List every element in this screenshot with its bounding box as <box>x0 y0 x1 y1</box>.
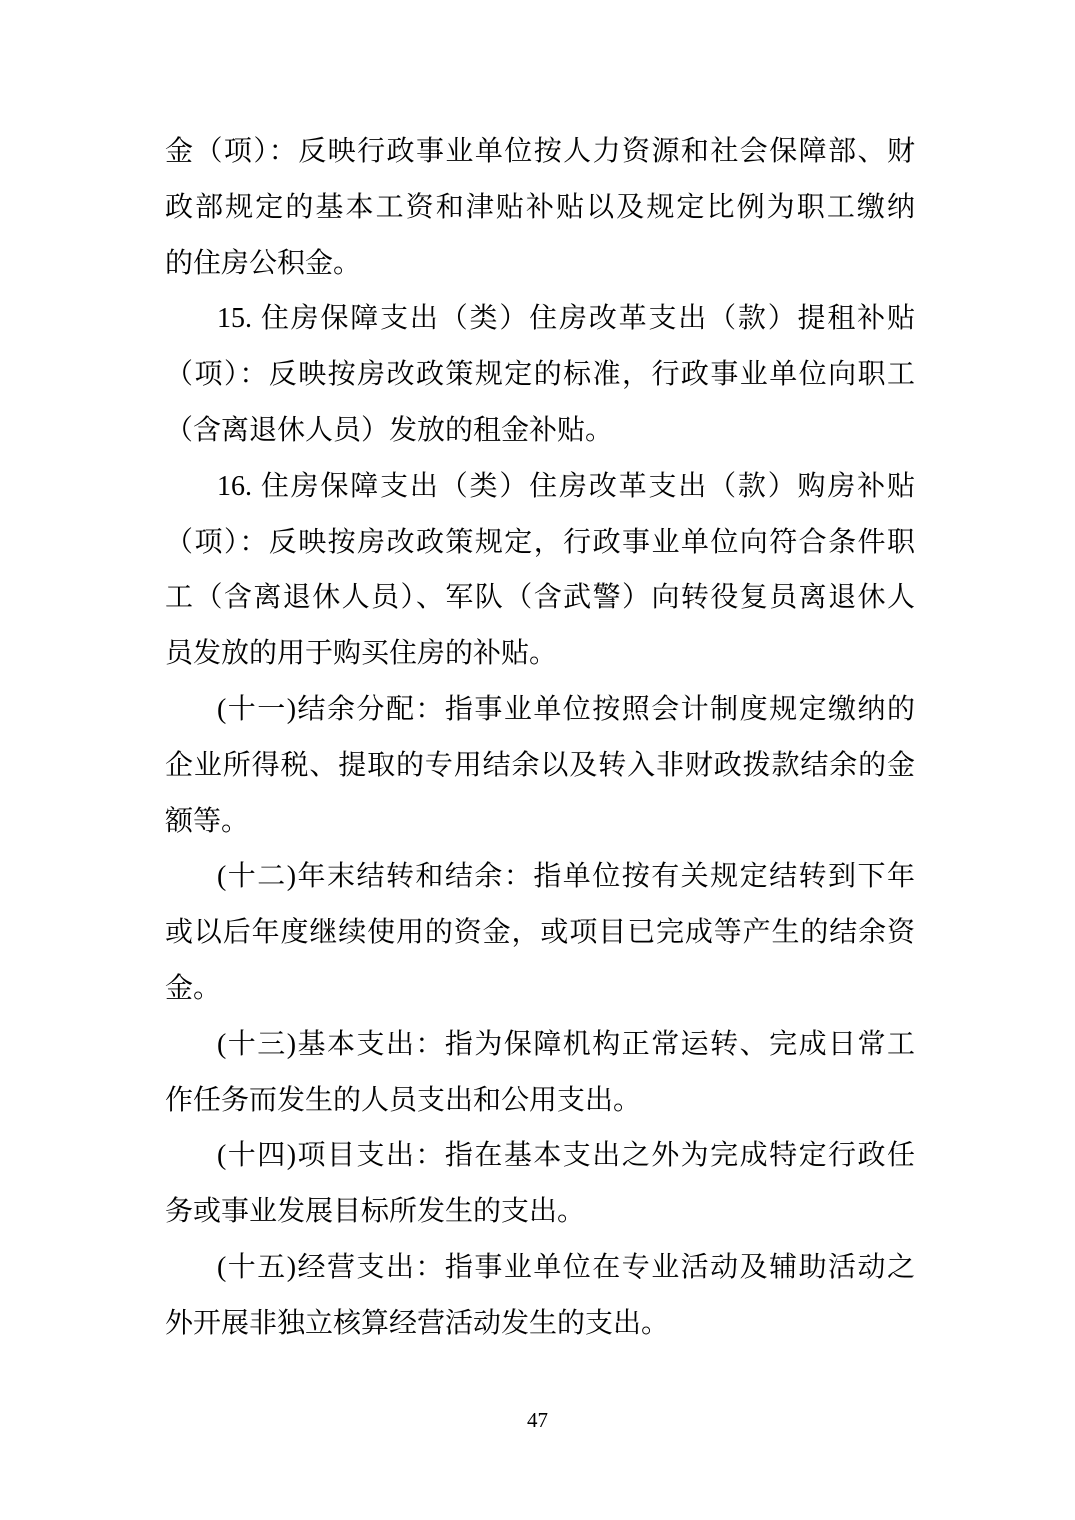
paragraph-item-16 <box>165 459 915 682</box>
text-line: 工（含离退休人员）、军队（含武警）向转役复员离退休人 <box>165 582 915 614</box>
paragraph-item-13 <box>165 1017 915 1129</box>
body-text <box>165 124 915 1352</box>
text-line: 作任务而发生的人员支出和公用支出。 <box>165 1084 642 1116</box>
text-line: 16. 住房保障支出（类）住房改革支出（款）购房补贴 <box>217 470 915 502</box>
paragraph-item-11 <box>165 682 915 849</box>
text-line: （项）：反映按房改政策规定的标准，行政事业单位向职工 <box>165 359 915 391</box>
paragraph-item-14 <box>165 1128 915 1240</box>
paragraph-item-12 <box>165 849 915 1016</box>
text-line: 或以后年度继续使用的资金，或项目已完成等产生的结余资 <box>165 917 915 949</box>
text-line: 额等。 <box>165 805 250 837</box>
text-line: 15. 住房保障支出（类）住房改革支出（款）提租补贴 <box>217 303 915 335</box>
page-number: 47 <box>527 1408 548 1432</box>
text-line: (十五)经营支出：指事业单位在专业活动及辅助活动之 <box>217 1251 915 1283</box>
text-line: (十四)项目支出：指在基本支出之外为完成特定行政任 <box>217 1140 915 1172</box>
paragraph-housing-fund-continued <box>165 124 915 291</box>
text-line: （项）：反映按房改政策规定，行政事业单位向符合条件职 <box>165 526 915 558</box>
text-line: 金（项）：反映行政事业单位按人力资源和社会保障部、财 <box>165 136 915 167</box>
paragraph-item-15 <box>165 291 915 458</box>
text-line: 企业所得税、提取的专用结余以及转入非财政拨款结余的金 <box>165 749 915 781</box>
text-line: (十三)基本支出：指为保障机构正常运转、完成日常工 <box>217 1028 915 1060</box>
paragraph-item-15b <box>165 1240 915 1352</box>
text-line: 的住房公积金。 <box>165 247 362 279</box>
text-line: (十一)结余分配：指事业单位按照会计制度规定缴纳的 <box>217 693 915 725</box>
text-line: (十二)年末结转和结余：指单位按有关规定结转到下年 <box>217 861 915 893</box>
text-line: 员发放的用于购买住房的补贴。 <box>165 638 558 670</box>
text-line: 金。 <box>165 972 222 1004</box>
text-line: 务或事业发展目标所发生的支出。 <box>165 1196 586 1228</box>
text-line: （含离退休人员）发放的租金补贴。 <box>165 414 614 446</box>
text-line: 政部规定的基本工资和津贴补贴以及规定比例为职工缴纳 <box>165 191 915 223</box>
text-line: 外开展非独立核算经营活动发生的支出。 <box>165 1307 670 1339</box>
